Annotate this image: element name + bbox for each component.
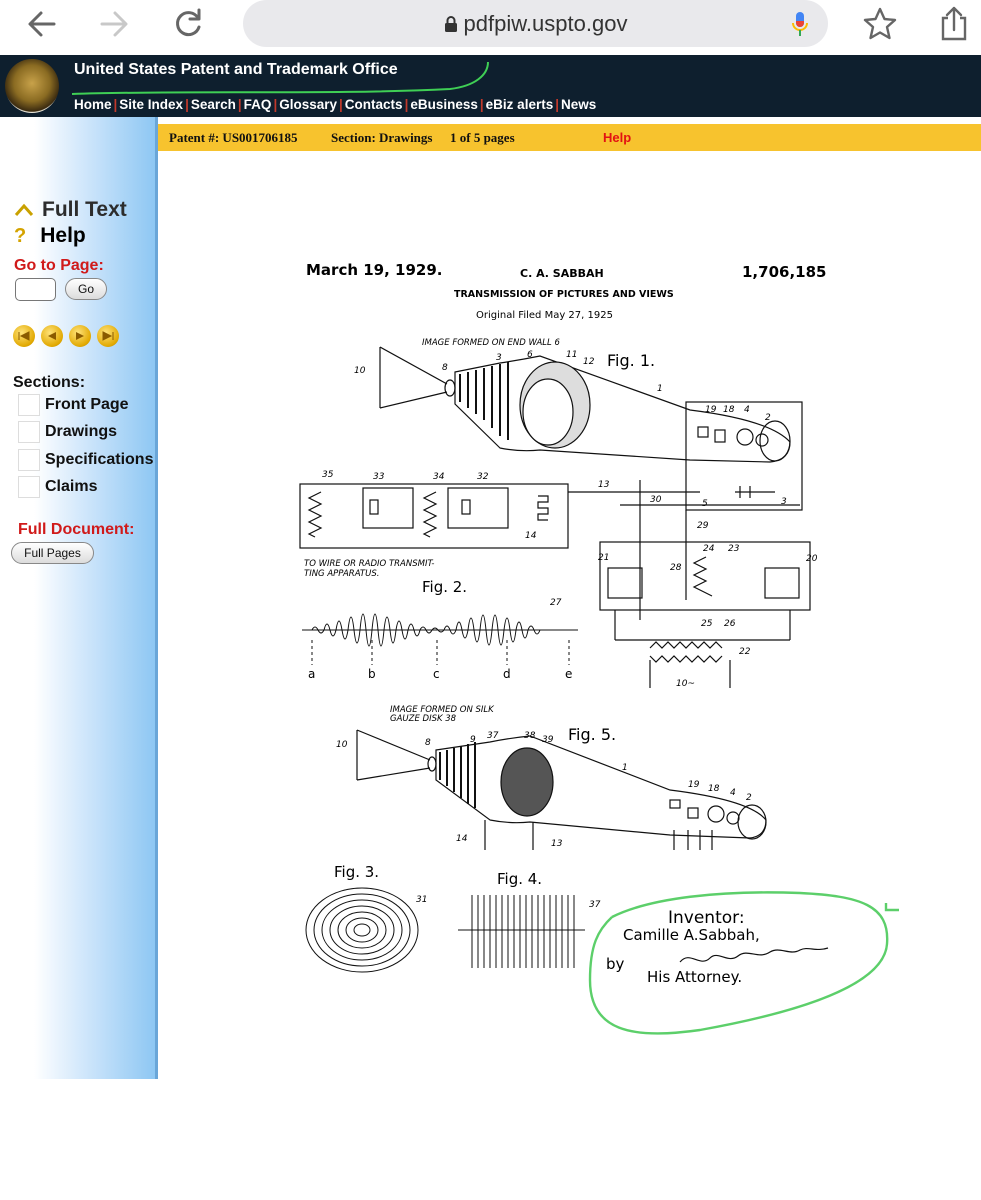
svg-text:37: 37 [487,731,499,741]
full-text-link[interactable] [14,198,127,222]
svg-text:d: d [503,667,511,681]
patent-date: March 19, 1929. [306,261,443,279]
svg-text:27: 27 [550,598,562,608]
svg-text:3: 3 [496,353,502,363]
svg-text:9: 9 [470,735,476,745]
svg-text:8: 8 [442,363,448,373]
checkbox[interactable] [18,449,40,471]
svg-text:39: 39 [542,735,554,745]
section-indicator: Section: Drawings [331,130,433,145]
svg-text:35: 35 [322,470,334,480]
first-page-icon[interactable] [13,325,35,347]
patent-number: Patent #: US001706185 [169,130,298,145]
svg-text:24: 24 [703,544,715,554]
uspto-seal-logo[interactable] [5,59,59,113]
microphone-icon[interactable] [790,10,810,44]
svg-text:13: 13 [551,839,563,849]
sections-label: Sections: [13,374,86,391]
svg-text:29: 29 [697,521,709,531]
svg-text:26: 26 [724,619,736,629]
transmit-note-1: TO WIRE OR RADIO TRANSMIT- [304,559,435,569]
forward-arrow-icon[interactable] [96,6,132,42]
svg-text:38: 38 [524,731,536,741]
svg-text:19: 19 [705,405,717,415]
uspto-header [0,55,981,117]
fig1-circuit [300,480,810,688]
svg-text:20: 20 [806,554,818,564]
url-text: pdfpiw.uspto.gov [463,10,628,36]
svg-text:30: 30 [650,495,662,505]
go-button[interactable]: Go [65,278,107,300]
checkbox[interactable] [18,394,40,416]
svg-text:8: 8 [425,738,431,748]
full-document-label: Full Document: [18,521,135,538]
svg-text:13: 13 [598,480,610,490]
section-specifications[interactable]: Specifications [18,449,153,471]
svg-text:a: a [308,667,316,681]
chevron-up-icon [14,203,34,217]
share-icon[interactable] [936,6,972,42]
fig2-waveform [302,614,578,665]
svg-text:33: 33 [373,472,385,482]
svg-text:21: 21 [598,553,610,563]
checkbox[interactable] [18,421,40,443]
patent-info-bar [158,124,981,151]
back-arrow-icon[interactable] [24,6,60,42]
nav-site-index[interactable]: Site Index [119,97,184,112]
svg-text:10: 10 [354,366,366,376]
svg-text:c: c [433,667,440,681]
fig5-label: Fig. 5. [568,725,617,744]
fig3-label: Fig. 3. [334,863,380,881]
svg-text:4: 4 [744,405,750,415]
sidebar [0,117,158,1079]
svg-text:11: 11 [566,350,578,360]
inventor-label: Inventor: [668,908,745,928]
full-text-label: Full Text [42,198,127,221]
header-nav: Home | Site Index | Search | FAQ | Glossary | Contacts | eBusiness | eBiz alerts | News [74,97,597,112]
svg-text:32: 32 [477,472,489,482]
patent-number-print: 1,706,185 [742,263,827,281]
svg-text:10~: 10~ [676,679,695,689]
svg-text:5: 5 [702,499,708,509]
svg-text:2: 2 [746,793,752,803]
patent-filed: Original Filed May 27, 1925 [476,310,613,321]
svg-text:14: 14 [525,531,537,541]
svg-text:18: 18 [708,784,720,794]
fig2-label: Fig. 2. [422,578,468,596]
nav-home[interactable]: Home [74,97,112,112]
section-front-page[interactable]: Front Page [18,394,129,416]
nav-contacts[interactable]: Contacts [344,97,403,112]
help-link[interactable] [14,224,86,248]
nav-search[interactable]: Search [190,97,236,112]
page-number-input[interactable] [15,278,56,301]
inventor-full-name: Camille A.Sabbah, [623,926,760,944]
svg-text:6: 6 [527,350,533,360]
svg-text:12: 12 [583,357,595,367]
address-bar[interactable] [243,0,828,47]
attorney-label: His Attorney. [647,968,743,986]
nav-news[interactable]: News [561,97,597,112]
svg-text:23: 23 [728,544,740,554]
fig1-label: Fig. 1. [607,351,656,370]
fig5-tube [357,730,766,850]
page-count: 1 of 5 pages [450,130,515,145]
previous-page-icon[interactable] [41,325,63,347]
fig5-caption-2: GAUZE DISK 38 [390,714,457,724]
svg-text:2: 2 [765,413,771,423]
fig4-coil [458,895,585,968]
svg-text:1: 1 [622,763,628,773]
nav-ebiz-alerts[interactable]: eBiz alerts [485,97,554,112]
full-pages-button[interactable]: Full Pages [11,542,94,564]
svg-text:19: 19 [688,780,700,790]
attorney-signature [680,948,828,962]
svg-text:1: 1 [657,384,663,394]
help-link-infobar[interactable]: Help [603,130,632,145]
question-icon: ? [14,224,27,247]
goto-page-label: Go to Page: [14,257,104,274]
nav-glossary[interactable]: Glossary [279,97,338,112]
section-drawings[interactable]: Drawings [18,421,117,443]
patent-drawing [160,152,981,1079]
patent-inventor: C. A. SABBAH [520,267,604,280]
nav-faq[interactable]: FAQ [243,97,272,112]
fig5-caption-1: IMAGE FORMED ON SILK [390,705,494,715]
last-page-icon[interactable] [97,325,119,347]
by-label: by [606,955,625,973]
nav-ebusiness[interactable]: eBusiness [410,97,478,112]
svg-text:34: 34 [433,472,445,482]
fig4-number: 37 [589,900,601,910]
svg-text:b: b [368,667,376,681]
svg-text:10: 10 [336,740,348,750]
green-underline-annotation [70,59,500,99]
section-claims[interactable]: Claims [18,476,97,498]
fig3-spiral [306,888,418,972]
fig4-label: Fig. 4. [497,870,543,888]
svg-text:18: 18 [723,405,735,415]
svg-text:4: 4 [730,788,736,798]
transmit-note-2: TING APPARATUS. [304,569,380,579]
lock-icon [444,15,458,33]
office-title: United States Patent and Trademark Office [74,61,398,78]
patent-title: TRANSMISSION OF PICTURES AND VIEWS [454,289,674,300]
svg-text:25: 25 [701,619,713,629]
svg-text:14: 14 [456,834,468,844]
next-page-icon[interactable] [69,325,91,347]
svg-text:3: 3 [781,497,787,507]
fig3-number: 31 [416,895,428,905]
browser-toolbar [0,0,981,55]
svg-text:22: 22 [739,647,751,657]
svg-text:28: 28 [670,563,682,573]
svg-text:e: e [565,667,573,681]
checkbox[interactable] [18,476,40,498]
reload-icon[interactable] [170,6,206,42]
fig1-caption: IMAGE FORMED ON END WALL 6 [422,338,560,348]
help-label: Help [40,224,86,247]
fig2-labels [308,667,572,681]
star-icon[interactable] [862,6,898,42]
